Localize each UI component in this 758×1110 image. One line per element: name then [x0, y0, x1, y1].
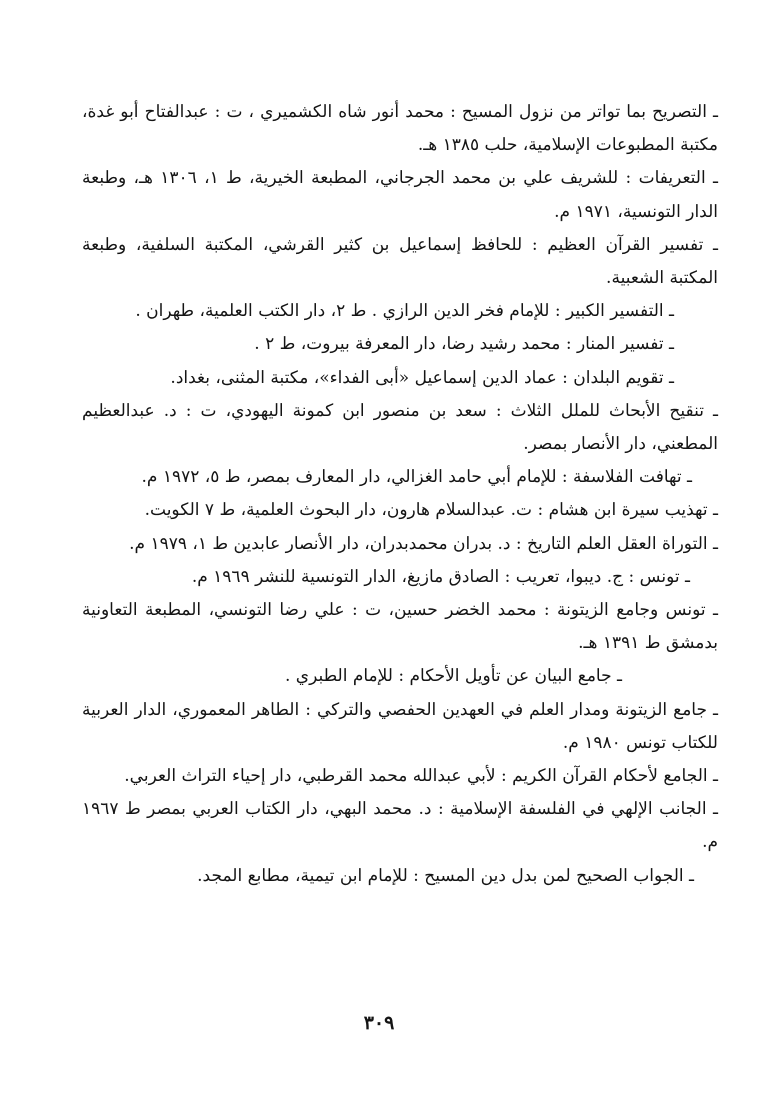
- bibliography-entry: [82, 494, 718, 527]
- bibliography-entry-text: ـ تهذيب سيرة ابن هشام : ت. عبدالسلام هارون، دار البحوث العلمية، ط ٧ الكويت.: [144, 500, 718, 521]
- bibliography-entry-text: ـ التفسير الكبير : للإمام فخر الدين الرازي . ط ٢، دار الكتب العلمية، طهران .: [135, 301, 674, 322]
- bibliography-entry-text: ـ الجانب الإلهي في الفلسفة الإسلامية : د. محمد البهي، دار الكتاب العربي بمصر ط ١٩٦٧ م.: [82, 799, 718, 853]
- bibliography-entry-text: ـ جامع الزيتونة ومدار العلم في العهدين الحفصي والتركي : الطاهر المعموري، الدار العربية للكتاب تونس ١٩٨٠ م.: [82, 699, 718, 753]
- bibliography-entry: [82, 362, 718, 395]
- bibliography-entry-text: ـ تونس : ج. ديبوا، تعريب : الصادق مازيغ، الدار التونسية للنشر ١٩٦٩ م.: [191, 566, 690, 587]
- bibliography-entry: [82, 561, 718, 594]
- bibliography-entry: [82, 328, 718, 361]
- bibliography-entry-text: ـ الجامع لأحكام القرآن الكريم : لأبي عبدالله محمد القرطبي، دار إحياء التراث العربي.: [124, 766, 718, 787]
- bibliography-entry: [82, 96, 718, 162]
- bibliography-list: [82, 96, 718, 893]
- bibliography-entry-text: ـ التعريفات : للشريف علي بن محمد الجرجاني، المطبعة الخيرية، ط ١، ١٣٠٦ هـ، وطبعة الدار التونسية، ١٩٧١ م.: [82, 168, 718, 222]
- bibliography-entry: [82, 594, 718, 660]
- bibliography-entry: [82, 295, 718, 328]
- bibliography-entry: [82, 162, 718, 228]
- page-number: ٣٠٩: [363, 1012, 395, 1034]
- bibliography-entry: [82, 793, 718, 859]
- bibliography-entry-text: ـ تفسير القرآن العظيم : للحافظ إسماعيل بن كثير القرشي، المكتبة السلفية، وطبعة المكتبة الشعبية.: [82, 234, 718, 289]
- bibliography-entry-text: ـ التوراة العقل العلم التاريخ : د. بدران محمدبدران، دار الأنصار عابدين ط ١، ١٩٧٩ م.: [129, 533, 718, 554]
- bibliography-entry-text: ـ تونس وجامع الزيتونة : محمد الخضر حسين، ت : علي رضا التونسي، المطبعة التعاونية بدمشق ط ١٣٩١ هـ.: [82, 600, 718, 654]
- bibliography-entry: [82, 760, 718, 793]
- bibliography-entry: [82, 229, 718, 295]
- bibliography-entry-text: ـ تهافت الفلاسفة : للإمام أبي حامد الغزالي، دار المعارف بمصر، ط ٥، ١٩٧٢ م.: [141, 467, 692, 488]
- bibliography-entry-text: ـ تنقيح الأبحاث للملل الثلاث : سعد بن منصور ابن كمونة اليهودي، ت : د. عبدالعظيم المطعني، دار الأنصار بمصر.: [82, 400, 718, 455]
- bibliography-entry: [82, 660, 718, 693]
- bibliography-entry: [82, 461, 718, 494]
- bibliography-entry: [82, 395, 718, 461]
- bibliography-entry: [82, 694, 718, 760]
- bibliography-entry-text: ـ تقويم البلدان : عماد الدين إسماعيل «أبى الفداء»، مكتبة المثنى، بغداد.: [170, 367, 674, 388]
- bibliography-entry-text: ـ جامع البيان عن تأويل الأحكام : للإمام الطبري .: [284, 666, 622, 687]
- bibliography-entry-text: ـ تفسير المنار : محمد رشيد رضا، دار المعرفة بيروت، ط ٢ .: [254, 334, 674, 355]
- bibliography-entry-text: ـ التصريح بما تواتر من نزول المسيح : محمد أنور شاه الكشميري ، ت : عبدالفتاح أبو غدة، مكتبة المطبوعات الإسلامية، حلب ١٣٨٥ هـ.: [82, 102, 718, 156]
- bibliography-entry: [82, 528, 718, 561]
- bibliography-entry: [82, 860, 718, 893]
- bibliography-entry-text: ـ الجواب الصحيح لمن بدل دين المسيح : للإمام ابن تيمية، مطابع المجد.: [197, 865, 694, 886]
